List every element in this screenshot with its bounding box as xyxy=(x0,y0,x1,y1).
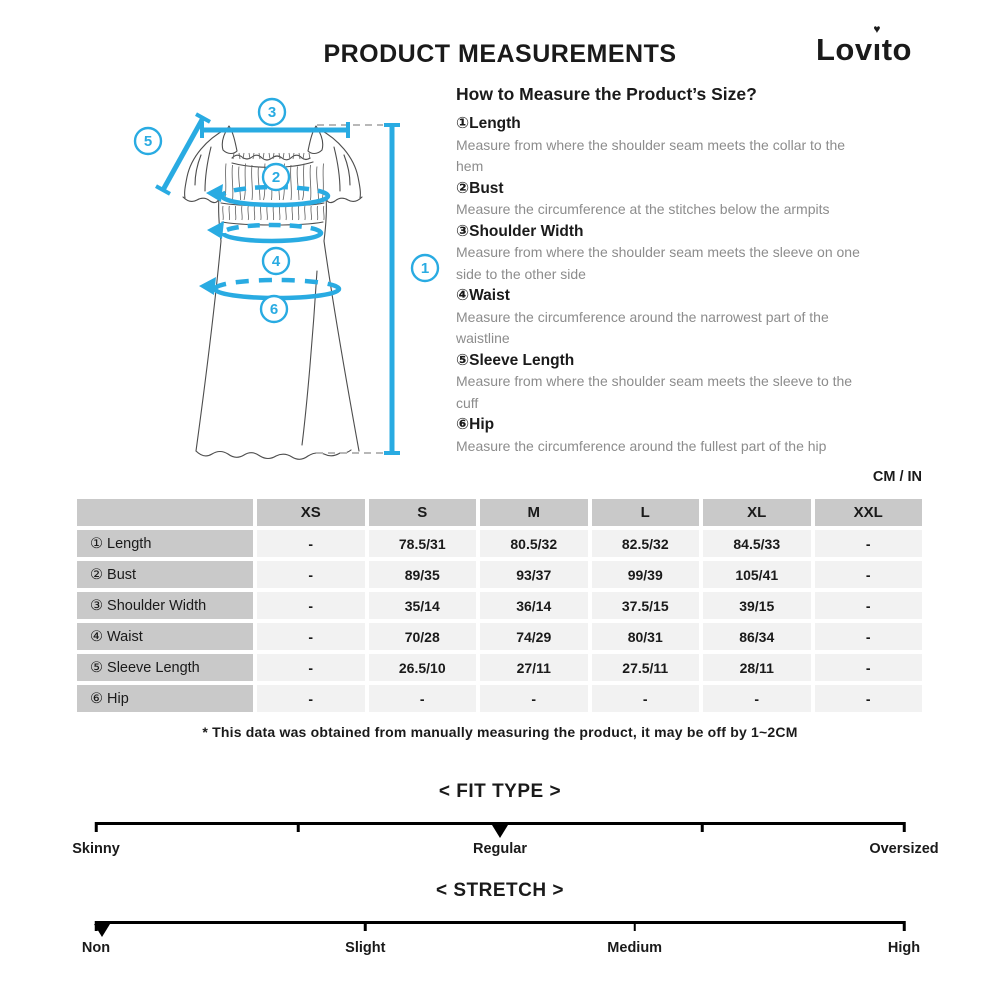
how-to-measure-title: How to Measure the Product’s Size? xyxy=(456,84,757,104)
brand-logo-post: to xyxy=(881,32,912,67)
scale-marker xyxy=(94,924,110,937)
table-value-cell: - xyxy=(257,685,365,712)
table-value-cell: 86/34 xyxy=(703,623,811,650)
table-value-cell: - xyxy=(815,623,923,650)
table-value-cell: 78.5/31 xyxy=(369,530,477,557)
table-value-cell: - xyxy=(703,685,811,712)
scale-label-oversized: Oversized xyxy=(869,841,939,857)
brand-logo-i xyxy=(872,22,882,68)
how-to-measure-section xyxy=(456,82,936,457)
instruction-desc-5: Measure from where the shoulder seam meets the sleeve to the cuff xyxy=(456,373,853,411)
scale-tick xyxy=(297,822,300,832)
table-value-cell: 27.5/11 xyxy=(592,654,700,681)
table-value-cell: - xyxy=(257,592,365,619)
scale-label-medium: Medium xyxy=(607,940,663,956)
stretch-track xyxy=(81,921,921,957)
badge-1-number: 1 xyxy=(420,260,430,277)
table-value-cell: - xyxy=(815,561,923,588)
instruction-desc-4: Measure the circumference around the narrowest part of the waistline xyxy=(456,308,829,346)
instruction-title-4: ④Waist xyxy=(456,287,510,304)
table-value-cell: 37.5/15 xyxy=(592,592,700,619)
table-value-cell: 82.5/32 xyxy=(592,530,700,557)
stretch-title: < STRETCH > xyxy=(436,880,564,901)
instruction-title-6: ⑥Hip xyxy=(456,416,495,433)
row-label: ⑤ Sleeve Length xyxy=(77,654,253,681)
instruction-desc-3: Measure from where the shoulder seam meets the sleeve on one side to the other side xyxy=(456,244,860,282)
row-label: ① Length xyxy=(77,530,253,557)
table-value-cell: - xyxy=(257,561,365,588)
scale-tick xyxy=(633,921,636,931)
dress-diagram-svg xyxy=(95,85,465,475)
table-value-cell: - xyxy=(815,530,923,557)
table-value-cell: 39/15 xyxy=(703,592,811,619)
instruction-title-3: ③Shoulder Width xyxy=(456,222,584,240)
scale-label-non: Non xyxy=(81,940,111,956)
table-corner-cell xyxy=(77,499,253,526)
row-label: ⑥ Hip xyxy=(77,685,253,712)
heart-icon: ♥ xyxy=(873,22,881,36)
fit-type-track xyxy=(72,822,939,858)
fit-type-title: < FIT TYPE > xyxy=(438,781,562,802)
brand-logo-i-glyph: ı xyxy=(872,32,882,67)
instruction-desc-1: Measure from where the shoulder seam meets the collar to the hem xyxy=(456,136,846,174)
column-header-xl: XL xyxy=(703,499,811,526)
scale-line xyxy=(96,921,904,924)
table-value-cell: 74/29 xyxy=(480,623,588,650)
table-value-cell: - xyxy=(369,685,477,712)
table-value-cell: - xyxy=(815,654,923,681)
badge-4-number: 4 xyxy=(271,253,281,270)
size-table xyxy=(77,499,922,712)
instruction-title-5: ⑤Sleeve Length xyxy=(456,351,575,369)
table-value-cell: 80/31 xyxy=(592,623,700,650)
measurement-annotations xyxy=(135,99,438,453)
badge-2-number: 2 xyxy=(271,169,281,186)
table-value-cell: 105/41 xyxy=(703,561,811,588)
instruction-title-1: ①Length xyxy=(456,115,521,132)
table-value-cell: - xyxy=(815,592,923,619)
instruction-desc-2: Measure the circumference at the stitches below the armpits xyxy=(456,201,830,217)
table-value-cell: - xyxy=(257,530,365,557)
scale-tick xyxy=(903,822,906,832)
badge-3-number: 3 xyxy=(267,104,277,121)
scale-tick xyxy=(701,822,704,832)
table-value-cell: - xyxy=(480,685,588,712)
table-value-cell: 27/11 xyxy=(480,654,588,681)
column-header-m: M xyxy=(480,499,588,526)
scale-marker xyxy=(492,825,508,838)
table-value-cell: 36/14 xyxy=(480,592,588,619)
table-value-cell: 28/11 xyxy=(703,654,811,681)
scale-tick xyxy=(95,822,98,832)
table-value-cell: 80.5/32 xyxy=(480,530,588,557)
table-value-cell: 84.5/33 xyxy=(703,530,811,557)
scale-tick xyxy=(903,921,906,931)
waist-ellipse xyxy=(223,233,321,241)
column-header-xxl: XXL xyxy=(815,499,923,526)
brand-logo xyxy=(815,22,912,68)
instruction-list xyxy=(456,113,936,457)
badge-5-number: 5 xyxy=(143,133,153,150)
table-value-cell: 89/35 xyxy=(369,561,477,588)
table-value-cell: 70/28 xyxy=(369,623,477,650)
table-value-cell: - xyxy=(257,623,365,650)
table-value-cell: - xyxy=(592,685,700,712)
column-header-l: L xyxy=(592,499,700,526)
table-value-cell: - xyxy=(257,654,365,681)
table-value-cell: 93/37 xyxy=(480,561,588,588)
scale-label-slight: Slight xyxy=(345,940,386,956)
page-title: PRODUCT MEASUREMENTS xyxy=(323,40,677,68)
badge-6-number: 6 xyxy=(269,301,279,318)
scale-tick xyxy=(364,921,367,931)
table-value-cell: 99/39 xyxy=(592,561,700,588)
arrowheads xyxy=(199,184,224,295)
row-label: ② Bust xyxy=(77,561,253,588)
column-header-s: S xyxy=(369,499,477,526)
table-value-cell: 26.5/10 xyxy=(369,654,477,681)
bust-ellipse xyxy=(222,196,328,205)
scale-label-skinny: Skinny xyxy=(72,841,120,857)
row-label: ③ Shoulder Width xyxy=(77,592,253,619)
unit-label: CM / IN xyxy=(872,469,922,485)
instruction-desc-6: Measure the circumference around the fullest part of the hip xyxy=(456,437,827,454)
stretch-scale xyxy=(81,880,921,958)
row-label: ④ Waist xyxy=(77,623,253,650)
footnote: * This data was obtained from manually measuring the product, it may be off by 1~2CM xyxy=(202,724,798,740)
fit-type-scale xyxy=(72,781,939,859)
table-value-cell: 35/14 xyxy=(369,592,477,619)
instruction-title-2: ②Bust xyxy=(456,179,504,197)
scale-label-high: High xyxy=(887,940,921,956)
column-header-xs: XS xyxy=(257,499,365,526)
scale-label-regular: Regular xyxy=(473,841,527,857)
table-value-cell: - xyxy=(815,685,923,712)
brand-logo-pre: Lov xyxy=(815,32,873,67)
dress-measurement-diagram xyxy=(95,85,465,475)
